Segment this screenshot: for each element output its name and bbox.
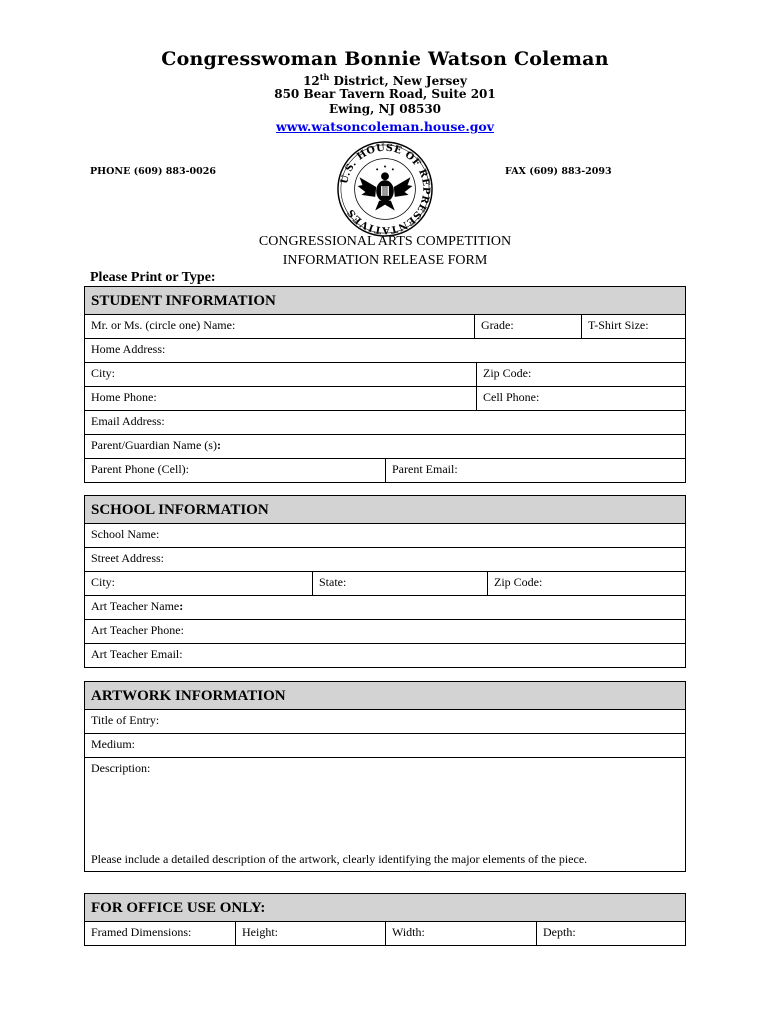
address-line-2: Ewing, NJ 08530 bbox=[328, 102, 442, 116]
print-instruction: Please Print or Type: bbox=[90, 270, 216, 285]
home-address-row bbox=[85, 339, 685, 363]
email-row bbox=[85, 411, 685, 435]
home-address-field[interactable]: Home Address: bbox=[91, 342, 166, 356]
framed-dimensions-row bbox=[85, 922, 685, 945]
street-address-field[interactable]: Street Address: bbox=[91, 551, 164, 565]
student-name-field[interactable]: Mr. or Ms. (circle one) Name: bbox=[91, 318, 236, 332]
artwork-information-section bbox=[84, 681, 686, 872]
parent-phone-field[interactable]: Parent Phone (Cell): bbox=[91, 462, 189, 476]
svg-text:U.S. HOUSE OF REPRESENTATIVES: U.S. HOUSE OF REPRESENTATIVES bbox=[339, 142, 432, 236]
teacher-name-row bbox=[85, 596, 685, 620]
description-note: Please include a detailed description of the artwork, clearly identifying the major elements of the piece. bbox=[91, 852, 588, 866]
artwork-section-heading: ARTWORK INFORMATION bbox=[85, 682, 685, 710]
parent-email-field[interactable]: Parent Email: bbox=[385, 459, 685, 482]
school-section-heading: SCHOOL INFORMATION bbox=[85, 496, 685, 524]
entry-title-row bbox=[85, 710, 685, 734]
district-line bbox=[0, 72, 770, 88]
student-name-row bbox=[85, 315, 685, 339]
school-state-field[interactable]: State: bbox=[312, 572, 487, 595]
teacher-email-row bbox=[85, 644, 685, 667]
student-section-heading: STUDENT INFORMATION bbox=[85, 287, 685, 315]
school-city-field[interactable]: City: bbox=[91, 575, 116, 589]
teacher-phone-row bbox=[85, 620, 685, 644]
parent-contact-row bbox=[85, 459, 685, 482]
street-address-row bbox=[85, 548, 685, 572]
art-teacher-name-colon: : bbox=[179, 599, 184, 613]
art-teacher-phone-field[interactable]: Art Teacher Phone: bbox=[91, 623, 184, 637]
congresswoman-name: Congresswoman Bonnie Watson Coleman bbox=[161, 48, 609, 70]
office-section-heading: FOR OFFICE USE ONLY: bbox=[85, 894, 685, 922]
student-information-section bbox=[84, 286, 686, 483]
website-link[interactable]: www.watsoncoleman.house.gov bbox=[275, 119, 495, 134]
school-name-field[interactable]: School Name: bbox=[91, 527, 160, 541]
guardian-row bbox=[85, 435, 685, 459]
school-name-row bbox=[85, 524, 685, 548]
guardian-name-label: Parent/Guardian Name (s) bbox=[91, 438, 217, 452]
home-phone-field[interactable]: Home Phone: bbox=[91, 390, 157, 404]
school-city-row bbox=[85, 572, 685, 596]
phone-row bbox=[85, 387, 685, 411]
entry-title-field[interactable]: Title of Entry: bbox=[91, 713, 160, 727]
form-title-line-1: CONGRESSIONAL ARTS COMPETITION bbox=[258, 234, 512, 249]
guardian-name-field[interactable] bbox=[85, 435, 685, 458]
house-seal-icon bbox=[336, 140, 434, 238]
email-address-field[interactable]: Email Address: bbox=[91, 414, 165, 428]
height-field[interactable]: Height: bbox=[235, 922, 385, 945]
description-row[interactable] bbox=[85, 758, 685, 871]
framed-dimensions-label: Framed Dimensions: bbox=[91, 925, 192, 939]
address-line-1: 850 Bear Tavern Road, Suite 201 bbox=[274, 87, 496, 101]
district-text: District, New Jersey bbox=[329, 74, 467, 88]
school-information-section bbox=[84, 495, 686, 668]
student-zip-field[interactable]: Zip Code: bbox=[476, 363, 685, 386]
district-number: 12 bbox=[303, 74, 320, 88]
depth-field[interactable]: Depth: bbox=[536, 922, 685, 945]
guardian-name-colon: : bbox=[216, 438, 221, 452]
description-label: Description: bbox=[91, 761, 151, 775]
student-city-field[interactable]: City: bbox=[91, 366, 116, 380]
art-teacher-name-label: Art Teacher Name bbox=[91, 599, 180, 613]
phone-number: PHONE (609) 883-0026 bbox=[90, 166, 216, 177]
medium-row bbox=[85, 734, 685, 758]
fax-number: FAX (609) 883-2093 bbox=[505, 166, 612, 177]
cell-phone-field[interactable]: Cell Phone: bbox=[476, 387, 685, 410]
school-zip-field[interactable]: Zip Code: bbox=[487, 572, 685, 595]
grade-field[interactable]: Grade: bbox=[474, 315, 581, 338]
form-title-line-2: INFORMATION RELEASE FORM bbox=[282, 253, 488, 268]
tshirt-size-field[interactable]: T-Shirt Size: bbox=[581, 315, 685, 338]
art-teacher-email-field[interactable]: Art Teacher Email: bbox=[91, 647, 183, 661]
district-suffix: th bbox=[319, 72, 330, 82]
width-field[interactable]: Width: bbox=[385, 922, 536, 945]
art-teacher-name-field[interactable] bbox=[85, 596, 685, 619]
medium-field[interactable]: Medium: bbox=[91, 737, 135, 751]
office-use-section bbox=[84, 893, 686, 946]
city-zip-row bbox=[85, 363, 685, 387]
